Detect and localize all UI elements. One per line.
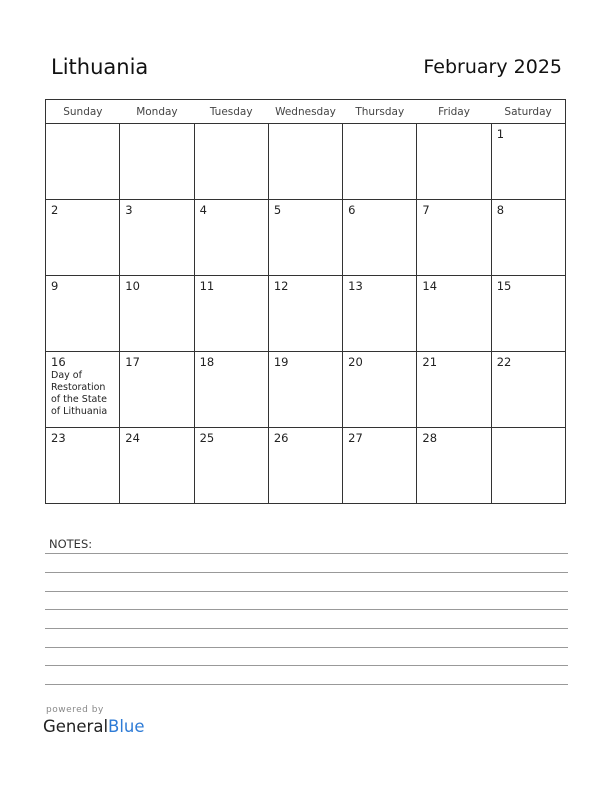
day-cell[interactable] xyxy=(417,428,491,504)
day-cell[interactable] xyxy=(491,352,565,428)
day-cell[interactable] xyxy=(194,200,268,276)
notes-line xyxy=(45,553,568,554)
day-cell[interactable] xyxy=(491,200,565,276)
day-number: 7 xyxy=(422,203,430,217)
day-number: 27 xyxy=(348,431,363,445)
day-cell[interactable] xyxy=(46,428,120,504)
notes-line xyxy=(45,665,568,666)
day-cell[interactable] xyxy=(46,352,120,428)
day-cell[interactable] xyxy=(343,352,417,428)
powered-by-text: powered by xyxy=(46,705,104,715)
day-number: 19 xyxy=(273,355,289,369)
day-number: 12 xyxy=(273,279,289,293)
day-number: 22 xyxy=(496,355,512,369)
day-cell[interactable] xyxy=(120,124,194,200)
day-cell[interactable] xyxy=(120,352,194,428)
day-cell[interactable] xyxy=(491,276,565,352)
day-cell[interactable] xyxy=(417,200,491,276)
notes-line xyxy=(45,628,568,629)
day-number: 25 xyxy=(199,431,215,445)
day-cell[interactable] xyxy=(120,428,194,504)
brand-blue: Blue xyxy=(108,717,145,736)
notes-label: NOTES: xyxy=(49,537,93,551)
day-number: 20 xyxy=(348,355,363,369)
day-cell[interactable] xyxy=(268,352,342,428)
day-cell[interactable] xyxy=(268,428,342,504)
holiday-label: Day of Restoration of the State of Lithuania xyxy=(51,370,108,417)
day-number: 8 xyxy=(496,203,505,217)
day-cell[interactable] xyxy=(120,276,194,352)
day-cell[interactable] xyxy=(491,428,565,504)
day-cell[interactable] xyxy=(417,276,491,352)
day-cell[interactable] xyxy=(417,124,491,200)
day-number: 28 xyxy=(422,431,438,445)
weekday-sunday: Sunday xyxy=(46,100,120,124)
day-cell[interactable] xyxy=(46,200,120,276)
weekday-wednesday: Wednesday xyxy=(268,100,342,124)
day-number: 5 xyxy=(273,203,282,217)
calendar-grid xyxy=(45,99,566,504)
notes-line xyxy=(45,684,568,685)
day-cell[interactable] xyxy=(343,124,417,200)
day-cell[interactable] xyxy=(194,352,268,428)
generalblue-logo[interactable] xyxy=(43,717,145,736)
day-number: 9 xyxy=(51,279,59,293)
weekday-friday: Friday xyxy=(417,100,491,124)
day-number: 10 xyxy=(125,279,140,293)
weekday-monday: Monday xyxy=(120,100,194,124)
day-cell[interactable] xyxy=(194,276,268,352)
day-number: 18 xyxy=(199,355,215,369)
day-number: 3 xyxy=(125,203,133,217)
day-cell[interactable] xyxy=(268,124,342,200)
day-number: 15 xyxy=(496,279,512,293)
week-row xyxy=(46,124,566,200)
day-number: 13 xyxy=(348,279,363,293)
week-row xyxy=(46,276,566,352)
day-number: 24 xyxy=(125,431,140,445)
country-title: Lithuania xyxy=(51,55,149,79)
day-cell[interactable] xyxy=(194,428,268,504)
weekday-tuesday: Tuesday xyxy=(194,100,268,124)
day-cell[interactable] xyxy=(491,124,565,200)
day-cell[interactable] xyxy=(417,352,491,428)
day-number: 2 xyxy=(51,203,59,217)
weekday-saturday: Saturday xyxy=(491,100,565,124)
notes-line xyxy=(45,647,568,648)
week-row xyxy=(46,200,566,276)
day-number: 21 xyxy=(422,355,438,369)
day-cell[interactable] xyxy=(194,124,268,200)
day-number: 1 xyxy=(496,127,505,141)
notes-line xyxy=(45,609,568,610)
day-cell[interactable] xyxy=(343,428,417,504)
day-number: 16 xyxy=(51,355,66,369)
day-cell[interactable] xyxy=(268,276,342,352)
day-cell[interactable] xyxy=(343,276,417,352)
notes-line xyxy=(45,572,568,573)
weekday-header-row xyxy=(46,100,566,124)
day-number: 4 xyxy=(199,203,207,217)
day-cell[interactable] xyxy=(46,124,120,200)
brand-general: General xyxy=(43,717,109,736)
day-cell[interactable] xyxy=(46,276,120,352)
day-cell[interactable] xyxy=(268,200,342,276)
week-row xyxy=(46,428,566,504)
day-cell[interactable] xyxy=(343,200,417,276)
day-number: 14 xyxy=(422,279,438,293)
week-row xyxy=(46,352,566,428)
month-year-title: February 2025 xyxy=(423,56,562,78)
day-number: 17 xyxy=(125,355,140,369)
weekday-thursday: Thursday xyxy=(343,100,417,124)
day-number: 11 xyxy=(199,279,215,293)
day-cell[interactable] xyxy=(120,200,194,276)
notes-line xyxy=(45,591,568,592)
day-number: 23 xyxy=(51,431,66,445)
day-number: 6 xyxy=(348,203,356,217)
day-number: 26 xyxy=(273,431,289,445)
